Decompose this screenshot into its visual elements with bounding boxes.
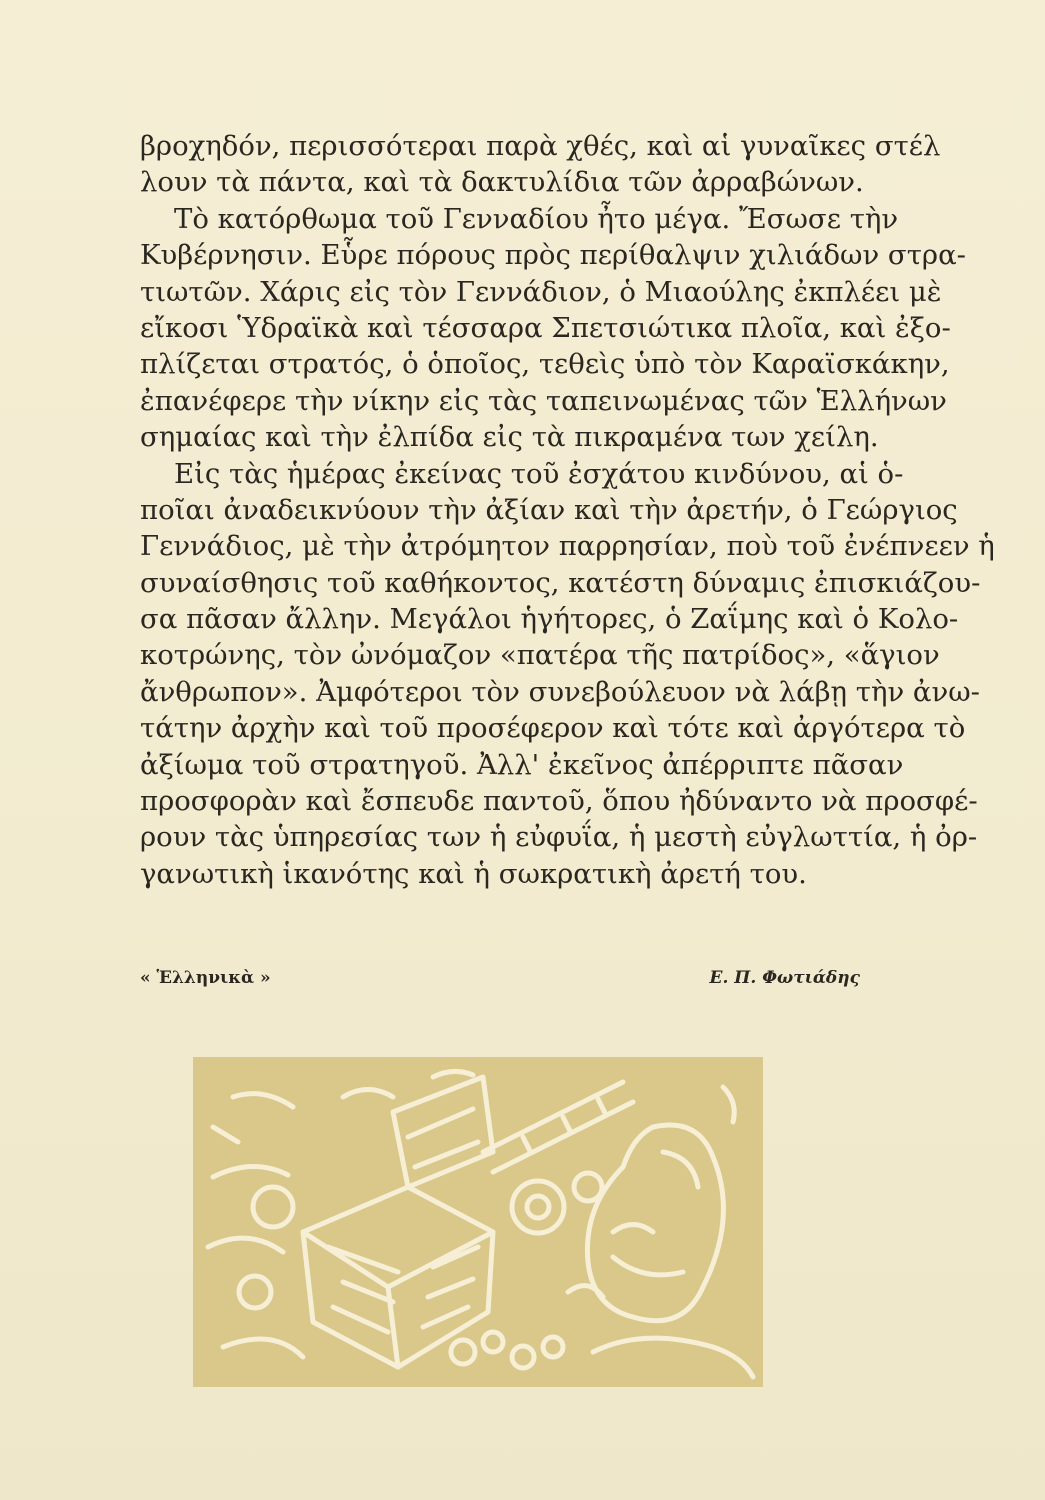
text-line: ρουν τὰς ὑπηρεσίας των ἡ εὐφυΐα, ἡ μεστὴ εὐγλωττία, ἡ ὀρ- (140, 821, 978, 854)
text-line: προσφορὰν καὶ ἔσπευδε παντοῦ, ὅπου ἠδύναντο νὰ προσφέ- (140, 785, 978, 818)
treasure-chest-vignette (193, 1057, 763, 1387)
text-line: Τὸ κατόρθωμα τοῦ Γενναδίου ἦτο μέγα. Ἔσωσε τὴν (174, 202, 899, 235)
text-line: ποῖαι ἀναδεικνύουν τὴν ἀξίαν καὶ τὴν ἀρετήν, ὁ Γεώργιος (140, 493, 958, 526)
text-line: Γεννάδιος, μὲ τὴν ἀτρόμητον παρρησίαν, ποὺ τοῦ ἐνέπνεεν ἡ (140, 530, 995, 563)
body-text (140, 128, 995, 892)
text-line: πλίζεται στρατός, ὁ ὁποῖος, τεθεὶς ὑπὸ τὸν Καραϊσκάκην, (140, 348, 950, 381)
author-name: Ε. Π. Φωτιάδης (709, 968, 860, 988)
text-line: βροχηδόν, περισσότεραι παρὰ χθές, καὶ αἱ γυναῖκες στέλ (140, 130, 941, 162)
text-line: τιωτῶν. Χάρις εἰς τὸν Γεννάδιον, ὁ Μιαούλης ἐκπλέει μὲ (140, 275, 942, 308)
attribution (140, 968, 860, 998)
text-line: Κυβέρνησιν. Εὗρε πόρους πρὸς περίθαλψιν χιλιάδων στρα- (140, 239, 966, 272)
text-line: σημαίας καὶ τὴν ἐλπίδα εἰς τὰ πικραμένα των χείλη. (140, 421, 879, 454)
text-line: ἄνθρωπον». Ἀμφότεροι τὸν συνεβούλευον νὰ λάβῃ τὴν ἀνω- (140, 675, 980, 708)
text-line: τάτην ἀρχὴν καὶ τοῦ προσέφερον καὶ τότε καὶ ἀργότερα τὸ (140, 712, 966, 745)
text-line: κοτρώνης, τὸν ὠνόμαζον «πατέρα τῆς πατρίδος», «ἅγιον (140, 639, 940, 672)
text-line: συναίσθησις τοῦ καθήκοντος, κατέστη δύναμις ἐπισκιάζου- (140, 566, 981, 599)
text-line: γανωτικὴ ἱκανότης καὶ ἡ σωκρατικὴ ἀρετή του. (140, 857, 807, 890)
text-line: εἴκοσι Ὑδραϊκὰ καὶ τέσσαρα Σπετσιώτικα πλοῖα, καὶ ἐξο- (140, 311, 951, 344)
text-line: ἐπανέφερε τὴν νίκην εἰς τὰς ταπεινωμένας τῶν Ἑλλήνων (140, 384, 947, 417)
text-line: Εἰς τὰς ἡμέρας ἐκείνας τοῦ ἐσχάτου κινδύνου, αἱ ὁ- (174, 457, 904, 490)
vignette-illustration (193, 1057, 763, 1387)
source-title: « Ἑλληνικὰ » (140, 968, 271, 988)
text-line: σα πᾶσαν ἄλλην. Μεγάλοι ἡγήτορες, ὁ Ζαΐμης καὶ ὁ Κολο- (140, 603, 959, 636)
text-line: λουν τὰ πάντα, καὶ τὰ δακτυλίδια τῶν ἀρραβώνων. (140, 166, 864, 199)
text-line: ἀξίωμα τοῦ στρατηγοῦ. Ἀλλ' ἐκεῖνος ἀπέρριπτε πᾶσαν (140, 748, 904, 781)
